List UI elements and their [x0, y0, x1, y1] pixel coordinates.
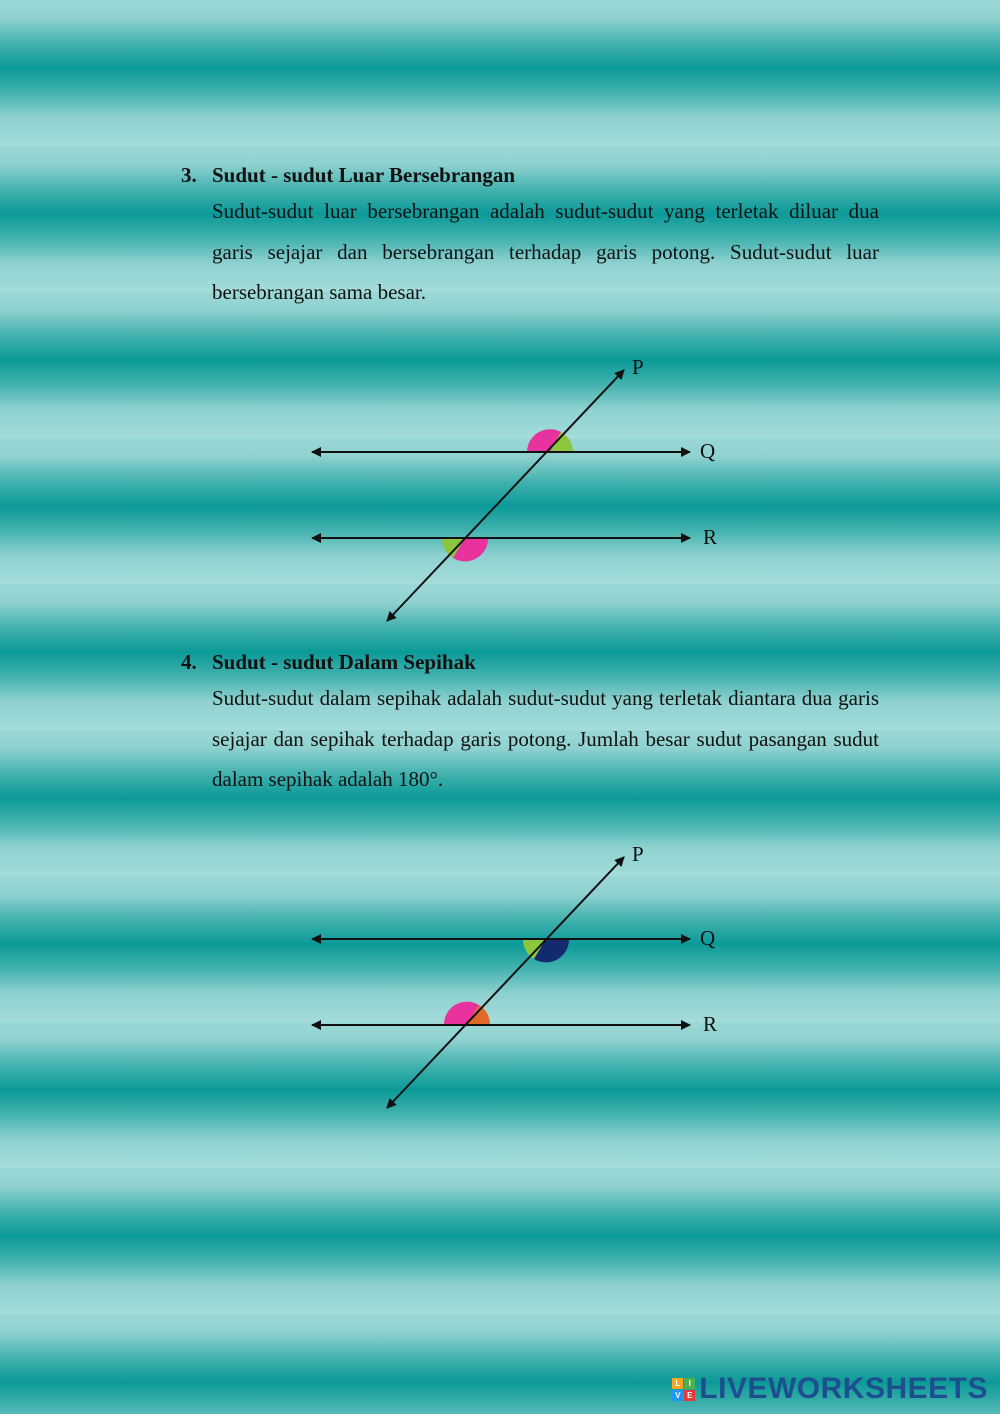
label-q: Q	[700, 439, 716, 463]
label-p: P	[632, 355, 644, 379]
section-number: 4.	[181, 650, 197, 674]
live-logo-icon: L I V E	[672, 1378, 695, 1401]
line-p-transversal	[387, 857, 624, 1108]
section-heading	[181, 650, 476, 674]
brand-text: LIVEWORKSHEETS	[699, 1372, 988, 1405]
diagram-exterior-alternate	[0, 340, 1000, 640]
section-paragraph: Sudut-sudut dalam sepihak adalah sudut-sudut yang terletak diantara dua garis sejajar dan sepihak terhadap garis potong. Jumlah besar sudut pasangan sudut dalam sepihak adalah 180°.	[212, 686, 879, 791]
section-title: Sudut - sudut Luar Bersebrangan	[212, 163, 516, 187]
liveworksheets-logo	[672, 1372, 988, 1406]
diagram-co-interior	[0, 827, 1000, 1127]
section-heading	[181, 163, 515, 187]
section-paragraph: Sudut-sudut luar bersebrangan adalah sudut-sudut yang terletak diluar dua garis sejajar dan bersebrangan terhadap garis potong. Sudut-sudut luar bersebrangan sama besar.	[212, 199, 879, 304]
section-title: Sudut - sudut Dalam Sepihak	[212, 650, 476, 674]
label-q: Q	[700, 926, 716, 950]
section-number: 3.	[181, 163, 197, 187]
label-p: P	[632, 842, 644, 866]
label-r: R	[703, 525, 718, 549]
line-p-transversal	[387, 370, 624, 621]
label-r: R	[703, 1012, 718, 1036]
